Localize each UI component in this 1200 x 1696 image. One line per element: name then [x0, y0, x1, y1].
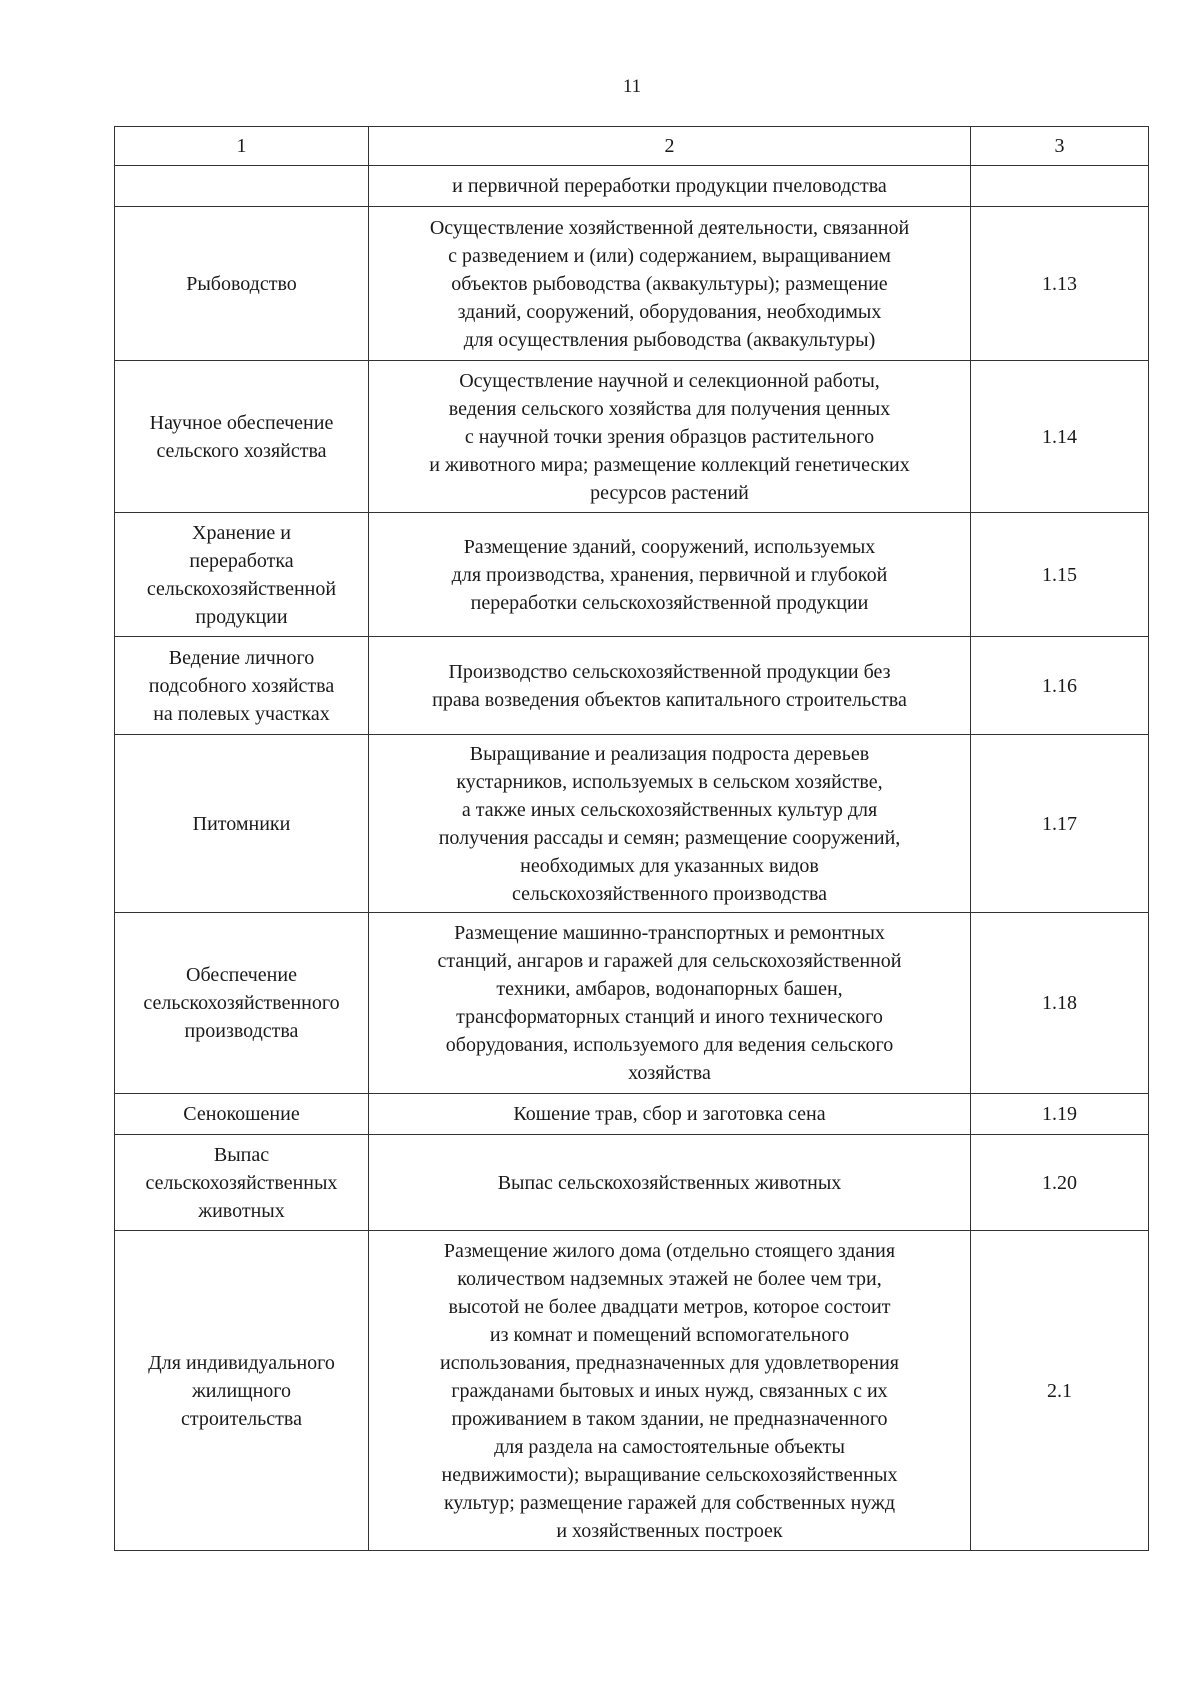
- table-row: [115, 513, 1149, 637]
- use-name: Научное обеспечение сельского хозяйства: [115, 361, 369, 513]
- page-number: 11: [622, 76, 642, 97]
- use-name: Рыбоводство: [115, 207, 369, 361]
- use-name: [115, 166, 369, 207]
- use-description: Размещение машинно-транспортных и ремонтных станций, ангаров и гаражей для сельскохозяйственной техники, амбаров, водонапорных башен, трансформаторных станций и иного технического оборудования, используемого для ведения сельского хозяйства: [369, 913, 971, 1094]
- table-row: [115, 166, 1149, 207]
- use-description: Размещение зданий, сооружений, используемых для производства, хранения, первичной и глубокой переработки сельскохозяйственной продукции: [369, 513, 971, 637]
- table-row: [115, 207, 1149, 361]
- table-row: [115, 1231, 1149, 1551]
- use-name: Питомники: [115, 735, 369, 913]
- use-name: Выпас сельскохозяйственных животных: [115, 1135, 369, 1231]
- use-name: Ведение личного подсобного хозяйства на полевых участках: [115, 637, 369, 735]
- use-code: 1.17: [971, 735, 1149, 913]
- table-header-row: [115, 127, 1149, 166]
- use-description: Выращивание и реализация подроста деревьев кустарников, используемых в сельском хозяйстве, а также иных сельскохозяйственных культур для получения рассады и семян; размещение сооружений, необходимых для указанных видов сельскохозяйственного производства: [369, 735, 971, 913]
- table-row: [115, 913, 1149, 1094]
- use-code: 1.19: [971, 1094, 1149, 1135]
- use-code: 1.15: [971, 513, 1149, 637]
- use-description: и первичной переработки продукции пчеловодства: [369, 166, 971, 207]
- use-description: Выпас сельскохозяйственных животных: [369, 1135, 971, 1231]
- table-row: [115, 637, 1149, 735]
- use-name: Хранение и переработка сельскохозяйственной продукции: [115, 513, 369, 637]
- use-name: Обеспечение сельскохозяйственного производства: [115, 913, 369, 1094]
- use-description: Осуществление хозяйственной деятельности, связанной с разведением и (или) содержанием, выращиванием объектов рыбоводства (аквакультуры); размещение зданий, сооружений, оборудования, необходимых для осуществления рыбоводства (аквакультуры): [369, 207, 971, 361]
- table-row: [115, 361, 1149, 513]
- table-row: [115, 735, 1149, 913]
- use-description: Размещение жилого дома (отдельно стоящего здания количеством надземных этажей не более чем три, высотой не более двадцати метров, которое состоит из комнат и помещений вспомогательного использования, предназначенных для удовлетворения гражданами бытовых и иных нужд, связанных с их проживанием в таком здании, не предназначенного для раздела на самостоятельные объекты недвижимости); выращивание сельскохозяйственных культур; размещение гаражей для собственных нужд и хозяйственных построек: [369, 1231, 971, 1551]
- use-code: [971, 166, 1149, 207]
- header-cell-1: 1: [115, 127, 369, 166]
- table-row: [115, 1135, 1149, 1231]
- header-cell-3: 3: [971, 127, 1149, 166]
- use-code: 2.1: [971, 1231, 1149, 1551]
- use-description: Производство сельскохозяйственной продукции без права возведения объектов капитального строительства: [369, 637, 971, 735]
- use-description: Осуществление научной и селекционной работы, ведения сельского хозяйства для получения ценных с научной точки зрения образцов растительного и животного мира; размещение коллекций генетических ресурсов растений: [369, 361, 971, 513]
- land-use-table: [114, 126, 1149, 1551]
- header-cell-2: 2: [369, 127, 971, 166]
- use-code: 1.20: [971, 1135, 1149, 1231]
- use-code: 1.16: [971, 637, 1149, 735]
- use-code: 1.14: [971, 361, 1149, 513]
- use-name: Сенокошение: [115, 1094, 369, 1135]
- use-description: Кошение трав, сбор и заготовка сена: [369, 1094, 971, 1135]
- use-code: 1.18: [971, 913, 1149, 1094]
- use-code: 1.13: [971, 207, 1149, 361]
- use-name: Для индивидуального жилищного строительства: [115, 1231, 369, 1551]
- table-row: [115, 1094, 1149, 1135]
